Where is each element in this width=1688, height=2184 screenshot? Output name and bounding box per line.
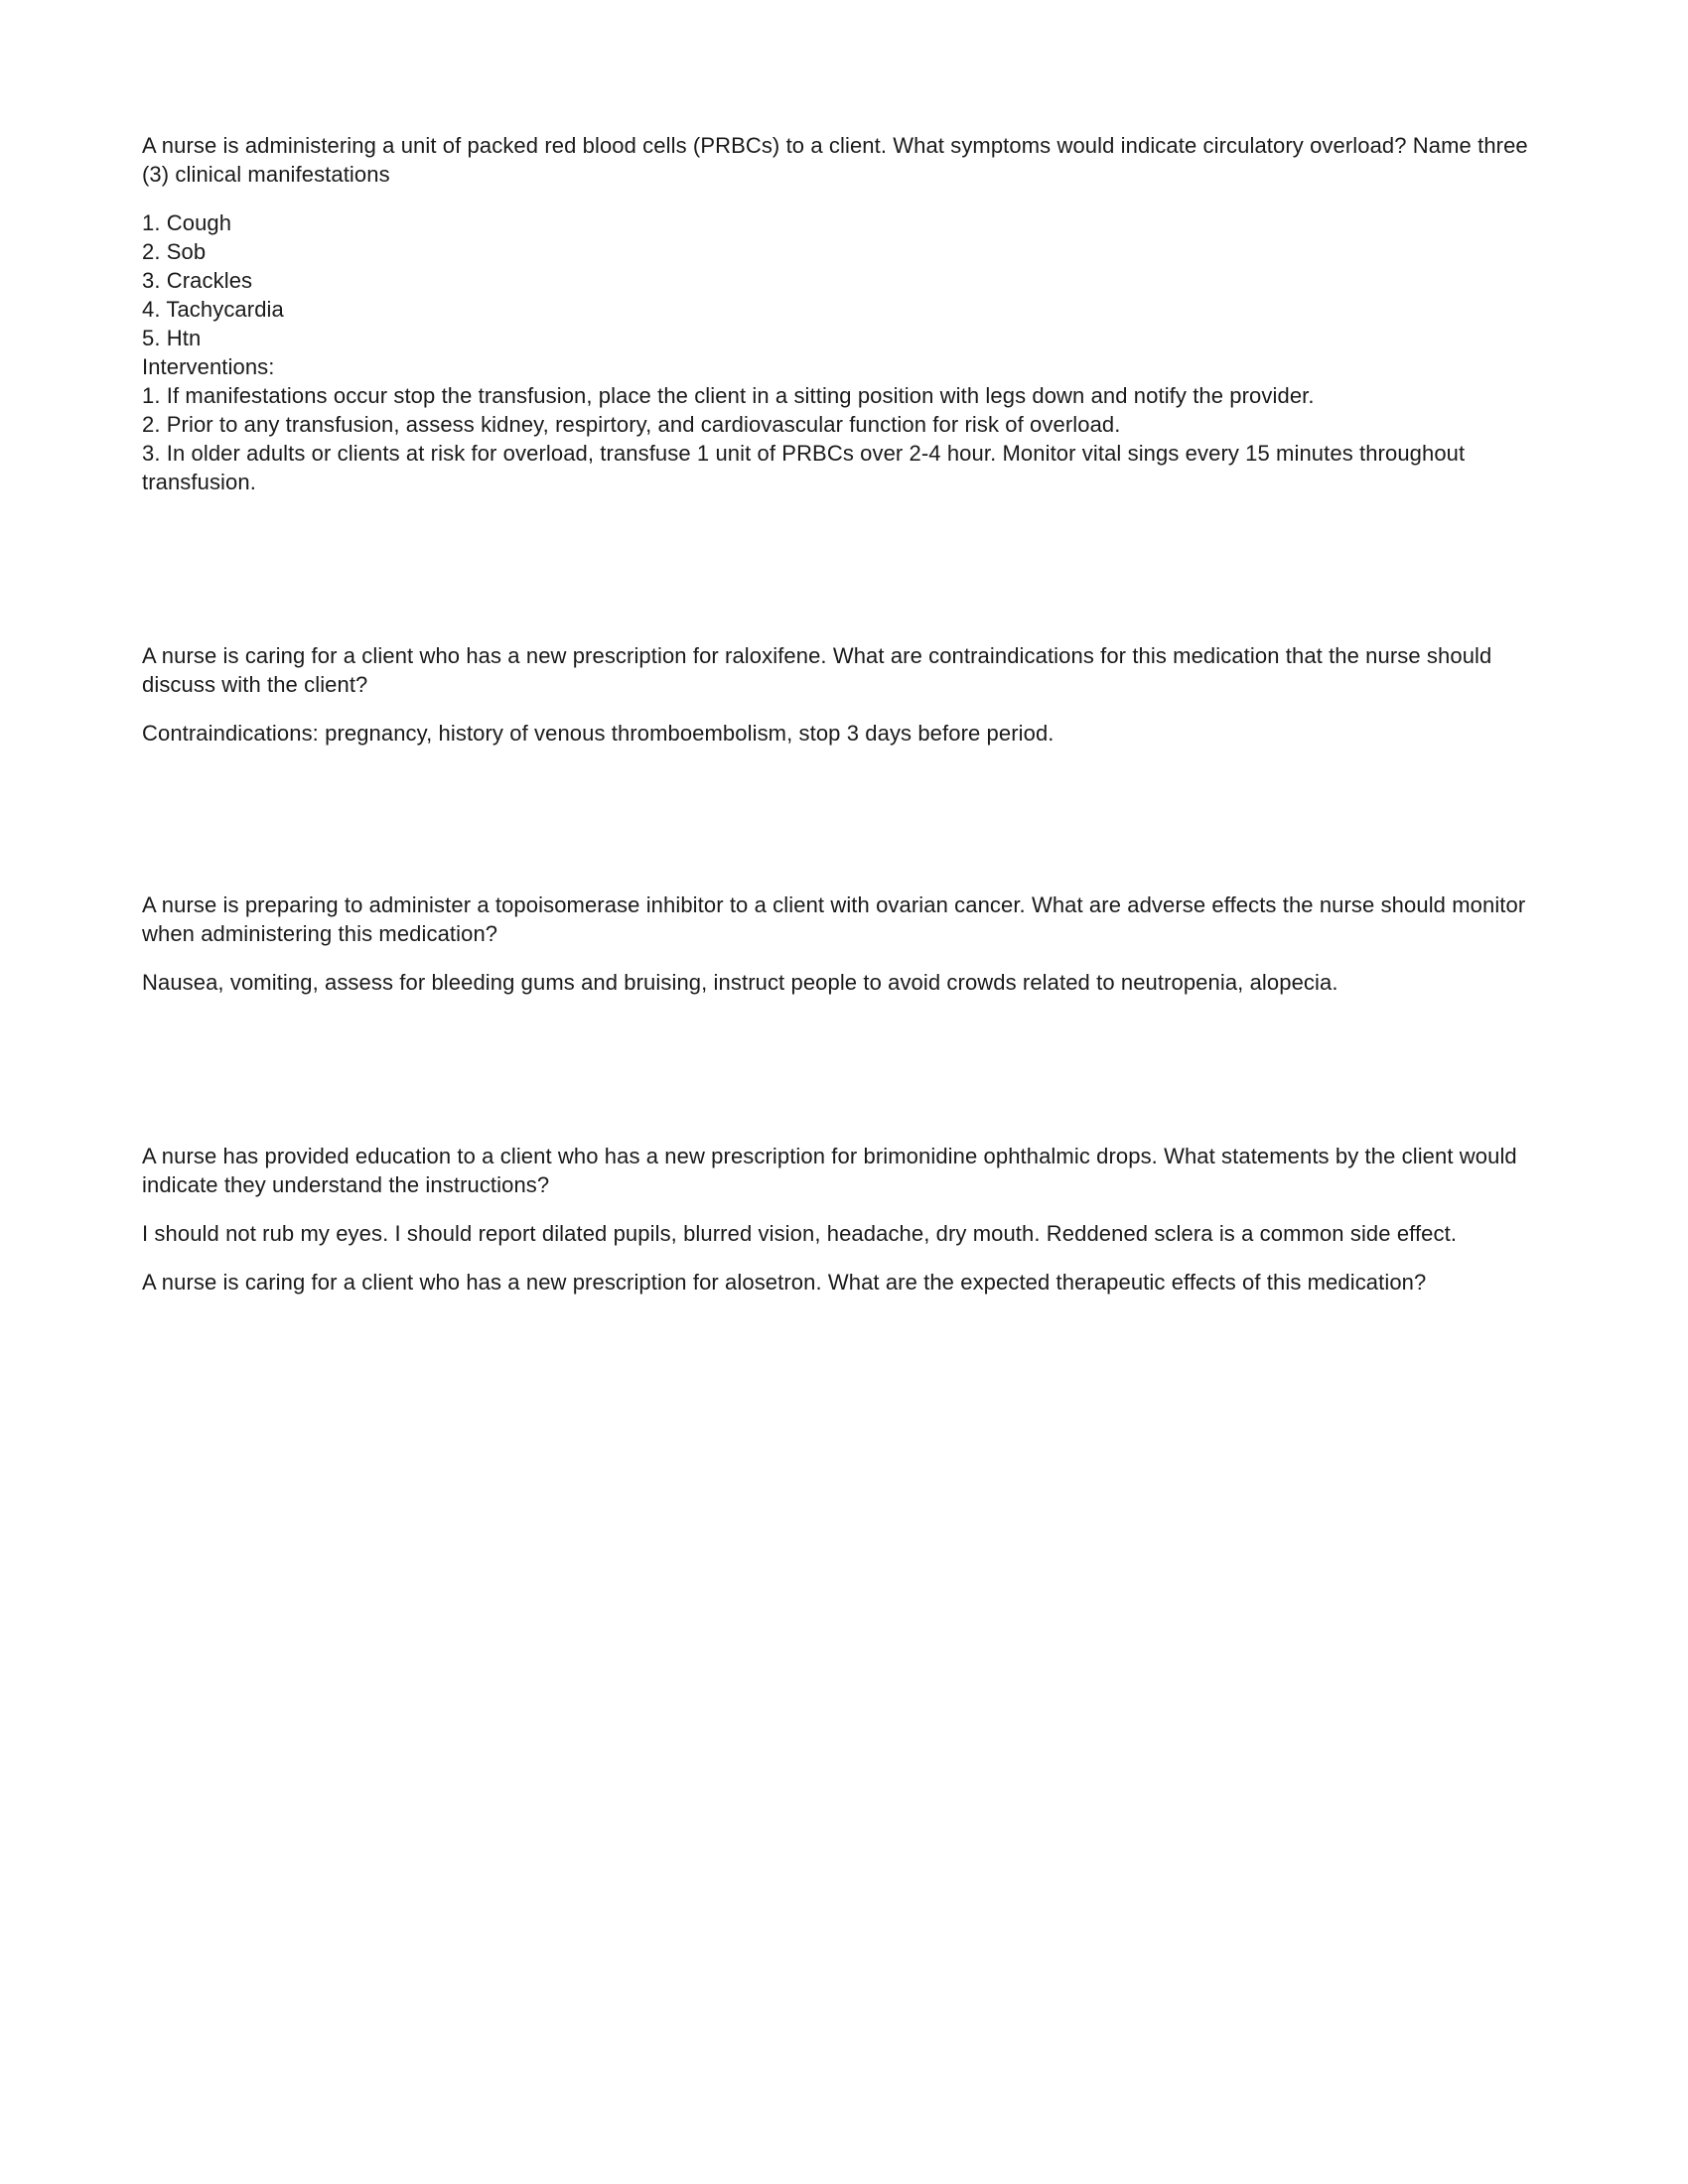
paragraph: A nurse is caring for a client who has a new prescription for alosetron. What are the expected therapeutic effects of this medication? — [142, 1270, 1427, 1295]
paragraph: A nurse has provided education to a client who has a new prescription for brimonidine ophthalmic drops. What statements by the client would indicate they understand the instructions? — [142, 1144, 1517, 1197]
list-line: 1. Cough — [142, 210, 232, 235]
paragraph: A nurse is caring for a client who has a new prescription for raloxifene. What are contraindications for this medication that the nurse should discuss with the client? — [142, 643, 1492, 697]
paragraph-spacer — [142, 767, 1539, 890]
list-line: 3. In older adults or clients at risk for overload, transfuse 1 unit of PRBCs over 2-4 hour. Monitor vital sings every 15 minutes throughout transfusion. — [142, 441, 1466, 494]
list-paragraph — [142, 208, 1539, 496]
paragraph-spacer — [142, 516, 1539, 641]
list-line: 2. Sob — [142, 239, 207, 264]
paragraph: I should not rub my eyes. I should report dilated pupils, blurred vision, headache, dry mouth. Reddened sclera is a common side effect. — [142, 1221, 1458, 1246]
paragraph: A nurse is preparing to administer a topoisomerase inhibitor to a client with ovarian cancer. What are adverse effects the nurse should monitor when administering this medication? — [142, 892, 1526, 946]
paragraph: Contraindications: pregnancy, history of venous thromboembolism, stop 3 days before period. — [142, 721, 1055, 746]
paragraph: Nausea, vomiting, assess for bleeding gums and bruising, instruct people to avoid crowds related to neutropenia, alopecia. — [142, 970, 1338, 995]
paragraph: A nurse is administering a unit of packed red blood cells (PRBCs) to a client. What symptoms would indicate circulatory overload? Name three (3) clinical manifestations — [142, 133, 1528, 187]
list-line: 4. Tachycardia — [142, 297, 284, 322]
list-line: 2. Prior to any transfusion, assess kidney, respirtory, and cardiovascular function for risk of overload. — [142, 412, 1121, 437]
list-line: 1. If manifestations occur stop the transfusion, place the client in a sitting position with legs down and notify the provider. — [142, 383, 1315, 408]
list-line: 3. Crackles — [142, 268, 253, 293]
list-line: Interventions: — [142, 354, 275, 379]
list-line: 5. Htn — [142, 326, 202, 350]
paragraph-spacer — [142, 1017, 1539, 1142]
